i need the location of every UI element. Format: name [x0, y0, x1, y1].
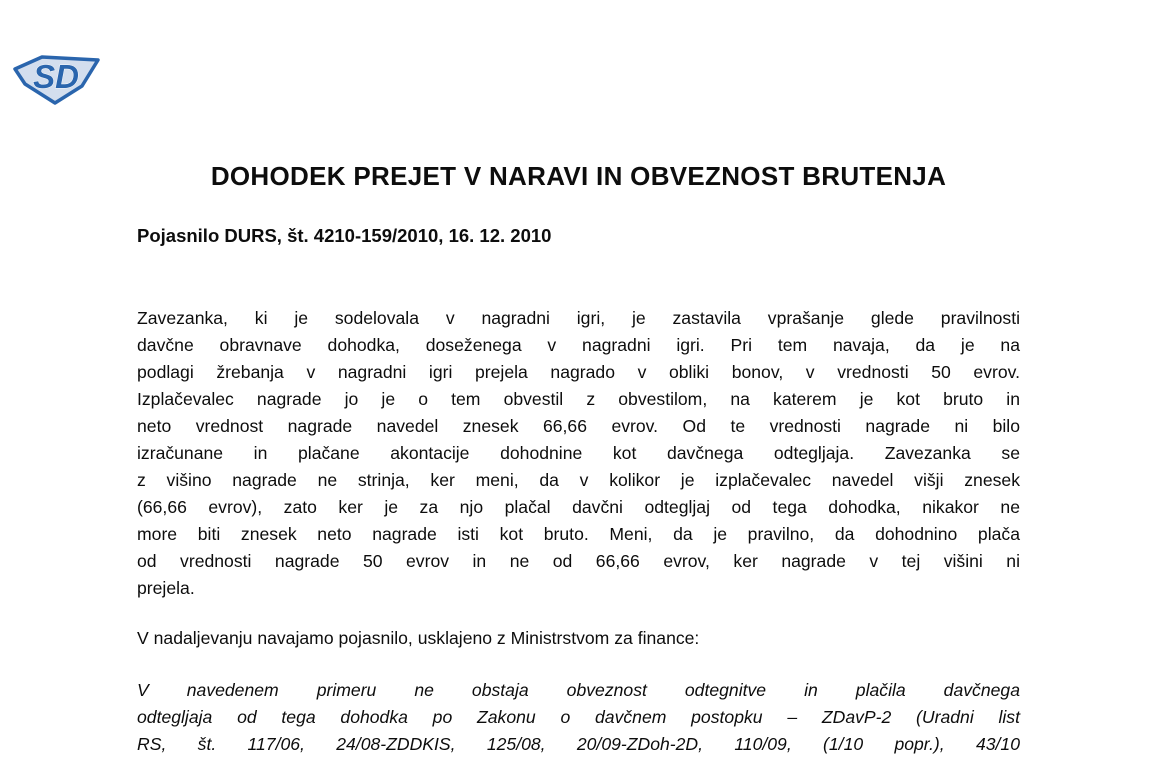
- text-line: more biti znesek neto nagrade isti kot bruto. Meni, da je pravilno, da dohodnino plača: [137, 524, 1020, 544]
- text-line: od vrednosti nagrade 50 evrov in ne od 66,66 evrov, ker nagrade v tej višini ni: [137, 551, 1020, 571]
- text-line: RS, št. 117/06, 24/08-ZDDKIS, 125/08, 20/09-ZDoh-2D, 110/09, (1/10 popr.), 43/10: [137, 734, 1020, 754]
- paragraph-explanation: [137, 677, 1020, 758]
- text-line: prejela.: [137, 578, 195, 598]
- text-line: Zavezanka, ki je sodelovala v nagradni igri, je zastavila vprašanje glede pravilnosti: [137, 308, 1020, 328]
- text-line: V navedenem primeru ne obstaja obveznost odtegnitve in plačila davčnega: [137, 680, 1020, 700]
- text-line: (66,66 evrov), zato ker je za njo plačal davčni odtegljaj od tega dohodka, nikakor ne: [137, 497, 1020, 517]
- text-line: z višino nagrade ne strinja, ker meni, da v kolikor je izplačevalec navedel višji znesek: [137, 470, 1020, 490]
- text-line: neto vrednost nagrade navedel znesek 66,66 evrov. Od te vrednosti nagrade ni bilo: [137, 416, 1020, 436]
- document-subtitle: Pojasnilo DURS, št. 4210-159/2010, 16. 12. 2010: [137, 225, 552, 246]
- paragraph-transition: [137, 625, 1020, 652]
- text-line: podlagi žrebanja v nagradni igri prejela nagrado v obliki bonov, v vrednosti 50 evrov.: [137, 362, 1020, 382]
- paragraph-question: [137, 305, 1020, 602]
- text-line: davčne obravnave dohodka, doseženega v nagradni igri. Pri tem navaja, da je na: [137, 335, 1020, 355]
- logo-letters: SD: [33, 58, 79, 95]
- text-line: Izplačevalec nagrade jo je o tem obvestil z obvestilom, na katerem je kot bruto in: [137, 389, 1020, 409]
- sd-diamond-logo: [12, 53, 100, 105]
- text-line: V nadaljevanju navajamo pojasnilo, usklajeno z Ministrstvom za finance:: [137, 628, 700, 648]
- text-line: izračunane in plačane akontacije dohodnine kot davčnega odtegljaja. Zavezanka se: [137, 443, 1020, 463]
- document-title: DOHODEK PREJET V NARAVI IN OBVEZNOST BRUTENJA: [210, 161, 947, 191]
- text-line: odtegljaja od tega dohodka po Zakonu o davčnem postopku – ZDavP-2 (Uradni list: [137, 707, 1020, 727]
